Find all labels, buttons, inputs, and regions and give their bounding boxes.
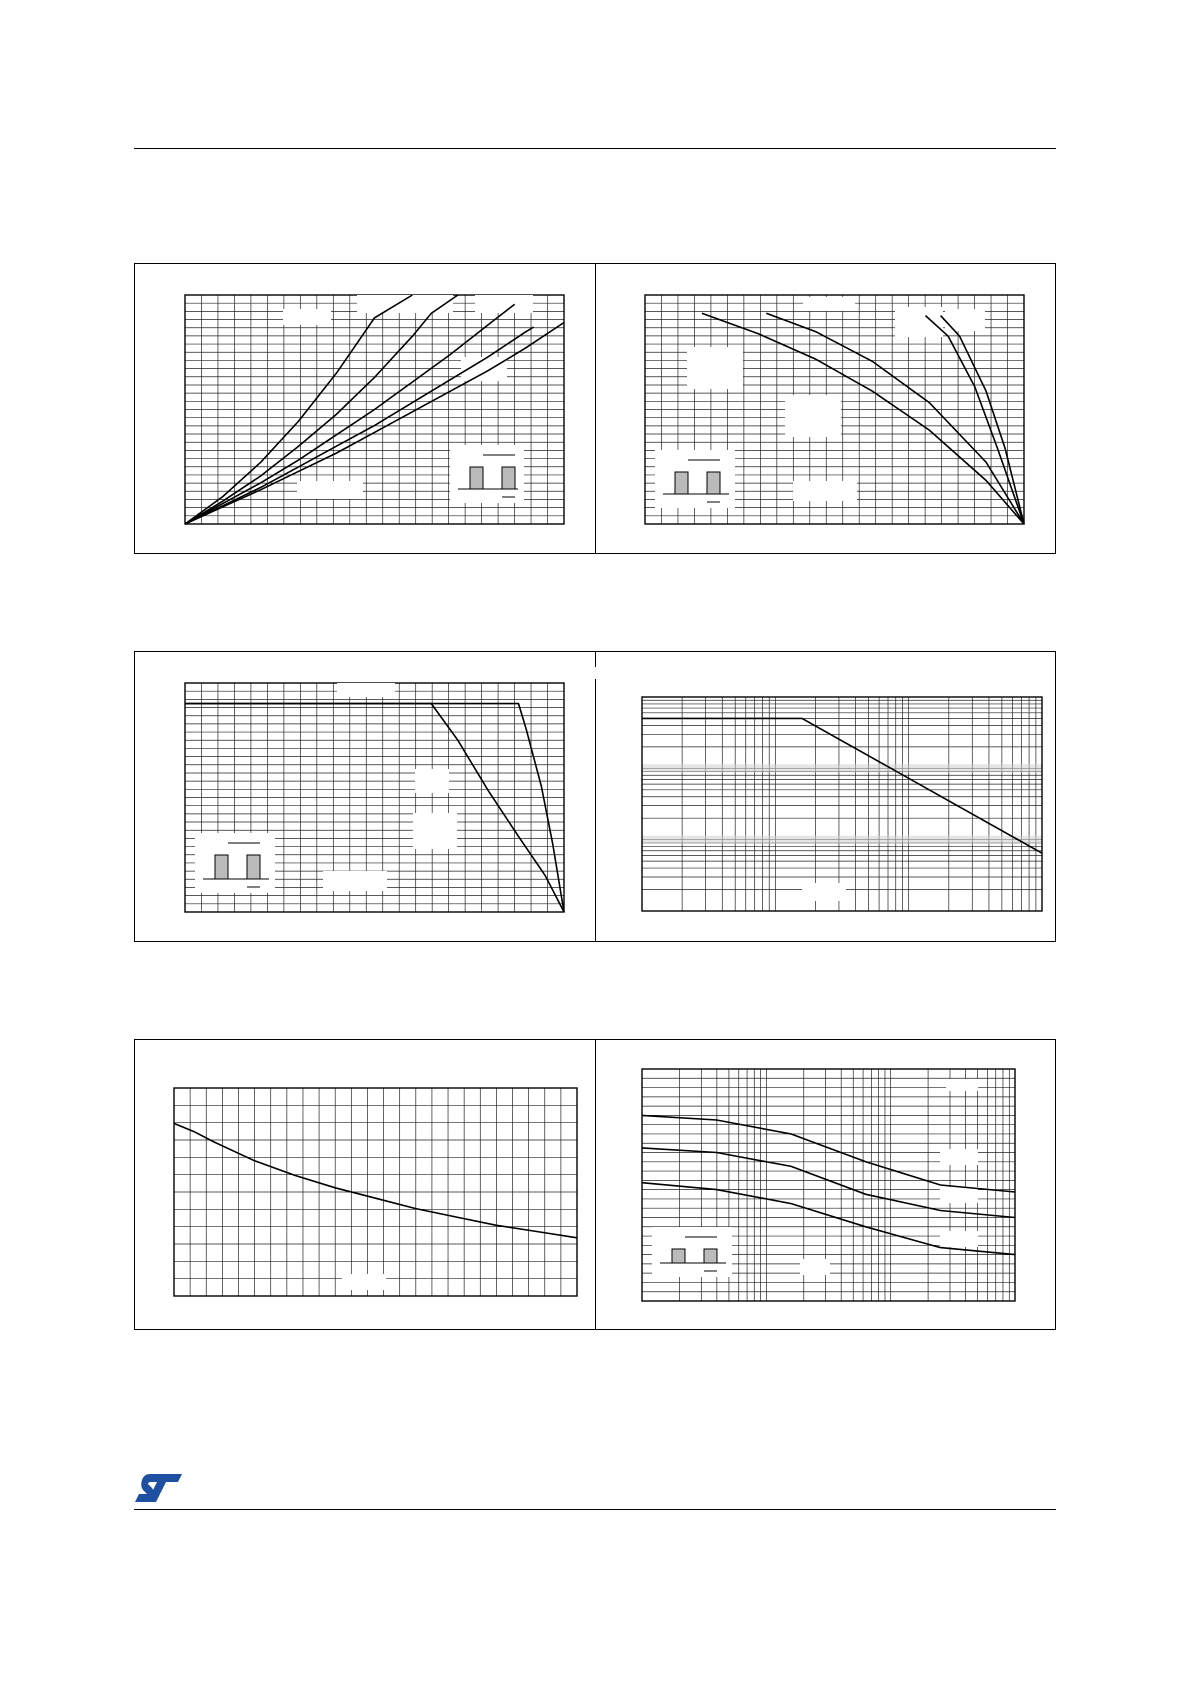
chart-5 (174, 1088, 577, 1296)
chart-2 (645, 295, 1024, 524)
series-line-1 (174, 1123, 577, 1237)
chart-6 (642, 1069, 1015, 1301)
label-box (800, 1259, 830, 1275)
pulse-2 (247, 855, 260, 879)
chart-3 (185, 683, 564, 912)
label-box (357, 295, 402, 313)
label-box (413, 813, 457, 849)
pulse-inset (450, 445, 524, 503)
grid-band (642, 836, 1042, 844)
pulse-2 (707, 472, 720, 494)
st-logo (134, 1472, 184, 1504)
label-box (803, 297, 855, 311)
pulse-1 (675, 472, 688, 494)
label-box (940, 1187, 978, 1203)
header-rule (134, 148, 1056, 149)
label-box (785, 395, 841, 437)
panel-divider (595, 652, 596, 941)
label-box (946, 1079, 978, 1091)
label-box (164, 1056, 240, 1070)
label-box (475, 295, 533, 313)
plot-frame (642, 697, 1042, 911)
label-box (895, 307, 943, 337)
series-line-1 (702, 313, 1024, 524)
label-box (415, 769, 449, 793)
pulse-2 (502, 467, 515, 489)
pulse-1 (672, 1249, 685, 1263)
pulse-inset (652, 1227, 732, 1277)
inset-bg (195, 833, 275, 893)
label-box (297, 481, 363, 499)
chart-1 (185, 295, 564, 524)
label-box (687, 347, 743, 389)
label-box (594, 667, 658, 679)
inset-bg (655, 450, 735, 508)
label-box (323, 871, 387, 891)
pulse-1 (215, 855, 228, 879)
label-box (940, 1231, 978, 1247)
label-box (337, 683, 395, 697)
footer-rule (134, 1509, 1056, 1510)
pulse-inset (655, 450, 735, 508)
inset-bg (652, 1227, 732, 1277)
label-box (793, 481, 857, 501)
label-box (802, 883, 846, 901)
pulse-2 (704, 1249, 717, 1263)
pulse-inset (195, 833, 275, 893)
grid-band (642, 764, 1042, 772)
label-box (940, 1149, 978, 1165)
pulse-1 (470, 467, 483, 489)
chart-4 (642, 697, 1042, 911)
panel-divider (595, 1040, 596, 1329)
label-box (283, 309, 331, 325)
series-line-1 (642, 718, 1042, 853)
label-box (342, 1274, 386, 1290)
panel-divider (595, 264, 596, 553)
